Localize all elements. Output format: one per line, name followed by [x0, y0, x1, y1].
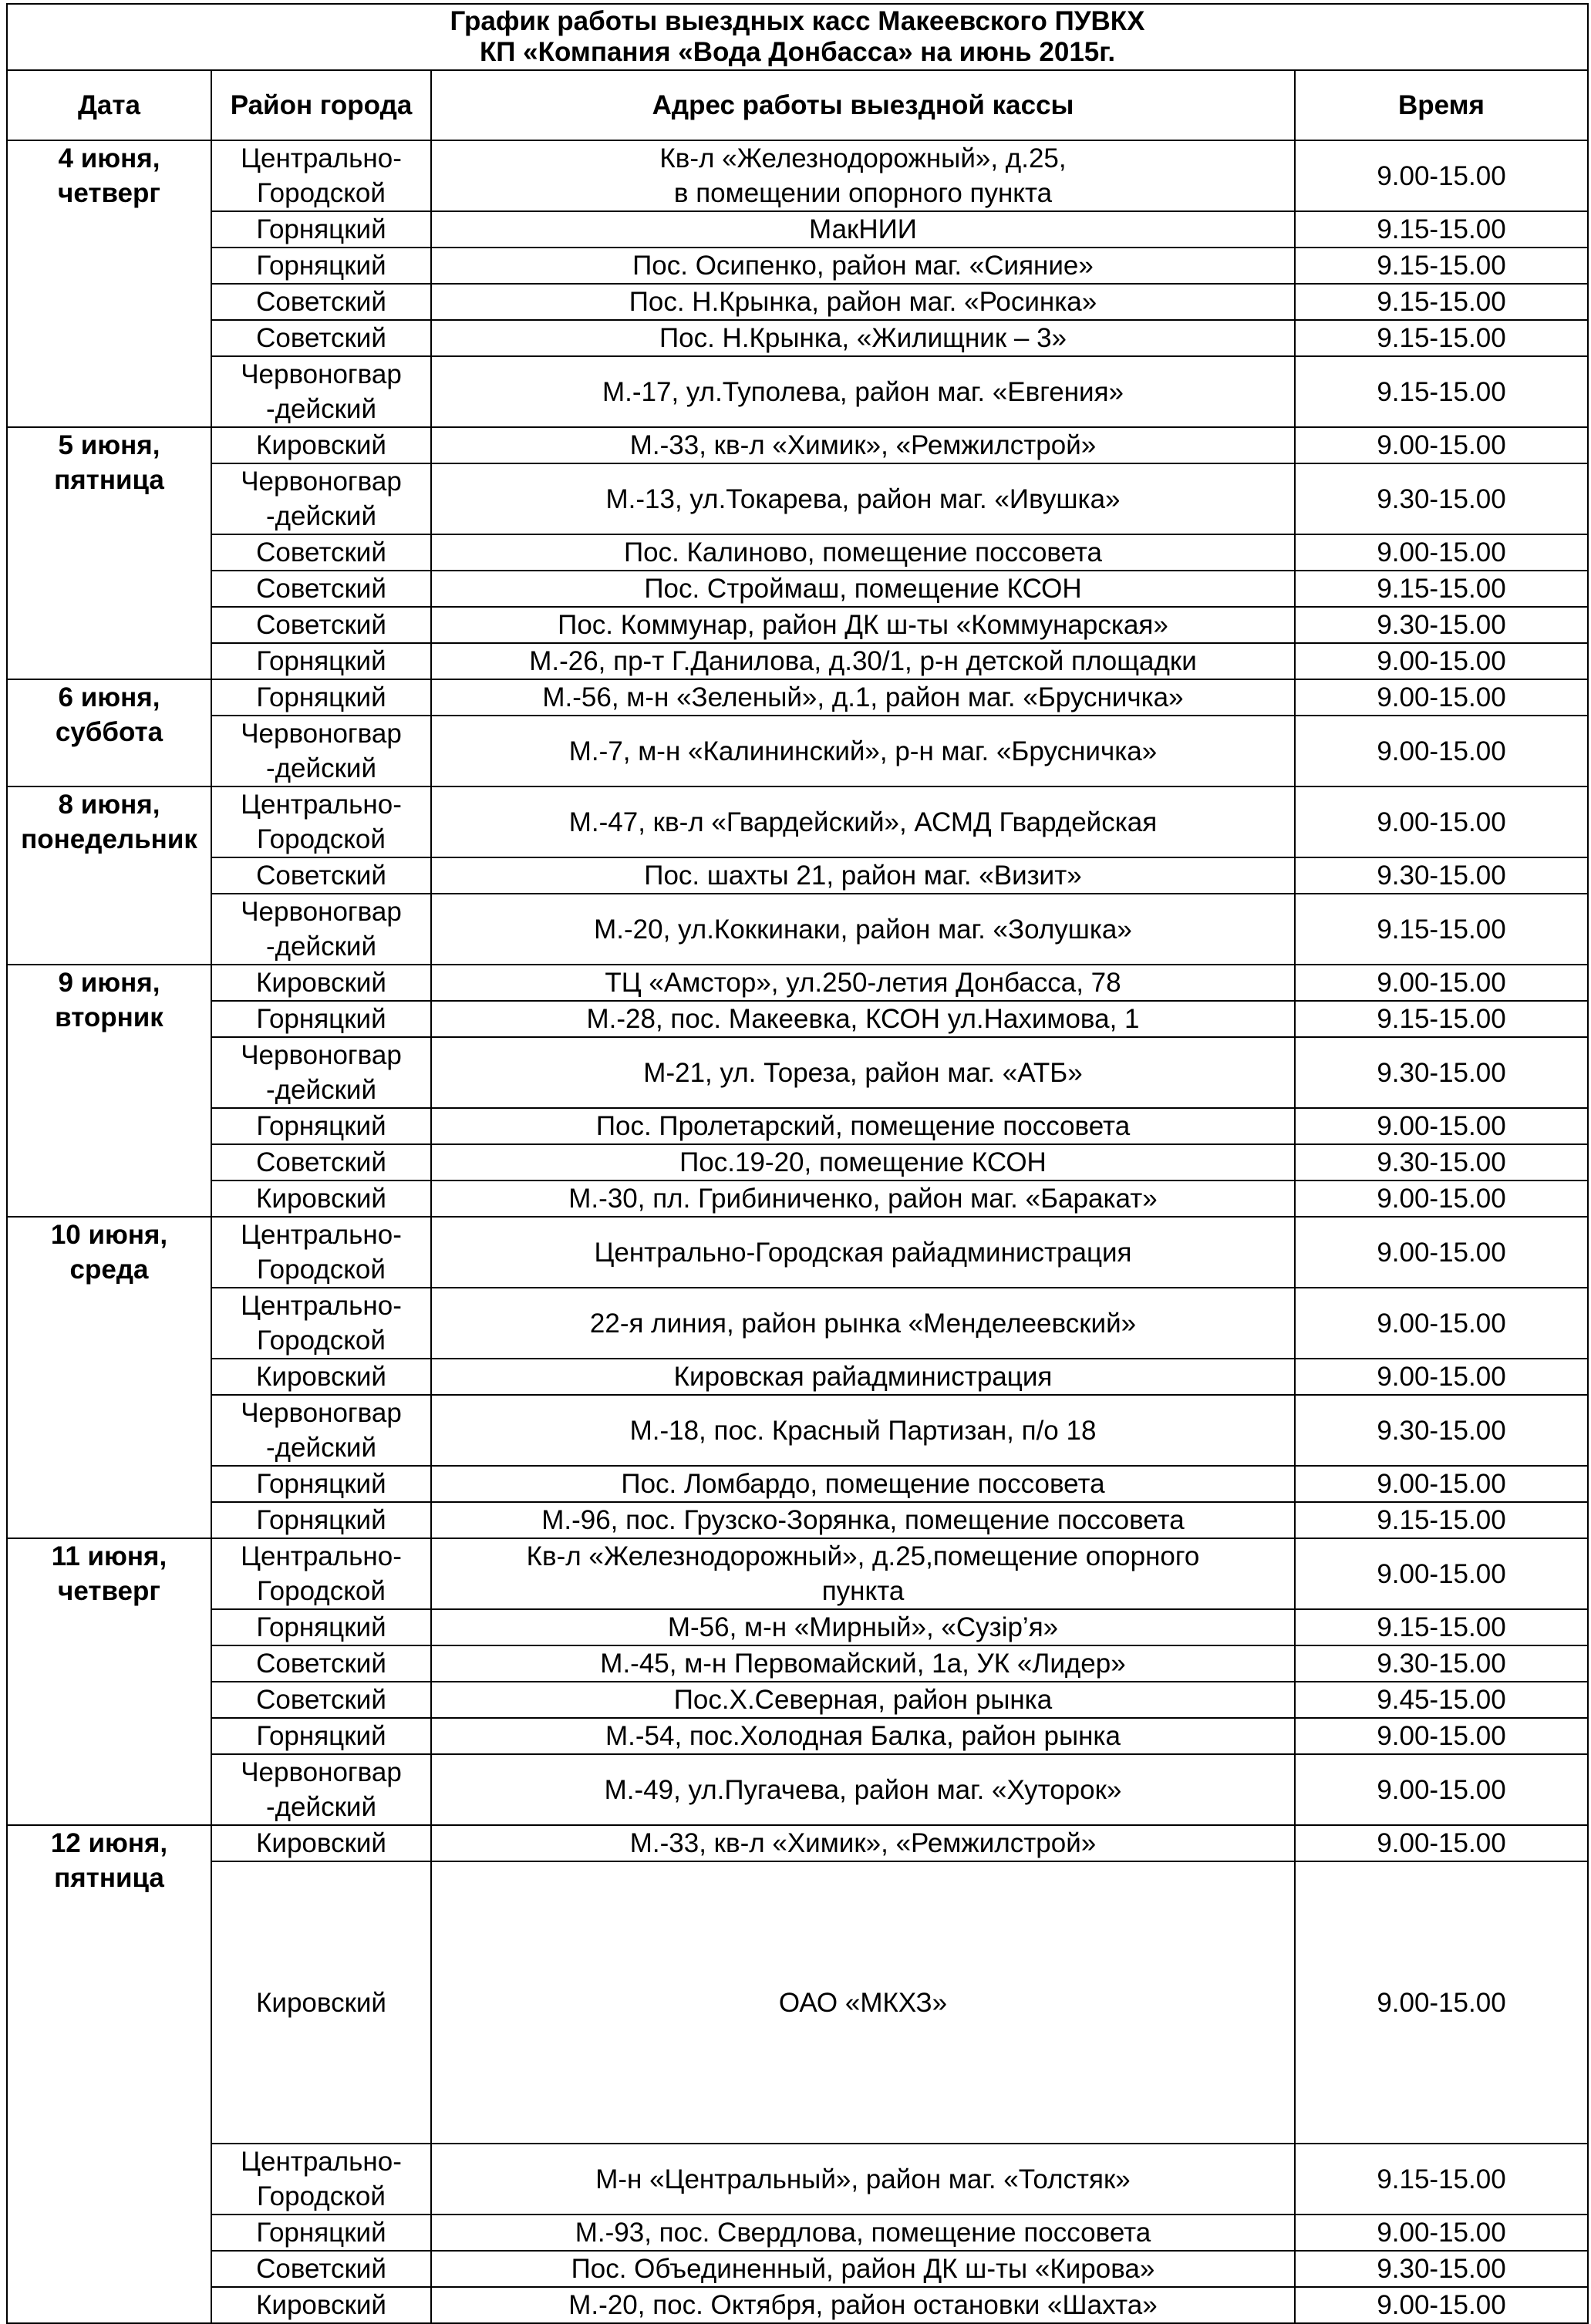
table-row	[7, 211, 1588, 248]
district-cell: Кировский	[211, 2287, 431, 2323]
time-cell: 9.15-15.00	[1295, 248, 1588, 284]
address-cell: Пос.Х.Северная, район рынка	[431, 1682, 1295, 1718]
table-row	[7, 607, 1588, 643]
table-row	[7, 716, 1588, 786]
table-row	[7, 427, 1588, 463]
time-cell: 9.00-15.00	[1295, 2287, 1588, 2323]
header-address: Адрес работы выездной кассы	[431, 70, 1295, 140]
address-cell: Кв-л «Железнодорожный», д.25, в помещении опорного пункта	[431, 140, 1295, 211]
time-cell: 9.00-15.00	[1295, 1181, 1588, 1217]
time-cell: 9.00-15.00	[1295, 1718, 1588, 1754]
time-cell: 9.00-15.00	[1295, 2215, 1588, 2251]
district-cell: Червоногвар -дейский	[211, 1754, 431, 1825]
time-cell: 9.45-15.00	[1295, 1682, 1588, 1718]
address-cell: Пос. Н.Крынка, район маг. «Росинка»	[431, 284, 1295, 320]
table-title	[7, 4, 1588, 70]
address-cell: Пос.19-20, помещение КСОН	[431, 1144, 1295, 1181]
address-cell: 22-я линия, район рынка «Менделеевский»	[431, 1288, 1295, 1359]
date-cell: 5 июня, пятница	[7, 427, 211, 679]
address-cell: М.-7, м-н «Калининский», р-н маг. «Брусничка»	[431, 716, 1295, 786]
district-cell: Кировский	[211, 427, 431, 463]
time-cell: 9.00-15.00	[1295, 140, 1588, 211]
time-cell: 9.15-15.00	[1295, 211, 1588, 248]
address-cell: Пос. Н.Крынка, «Жилищник – 3»	[431, 320, 1295, 356]
district-cell: Кировский	[211, 1861, 431, 2144]
time-cell: 9.00-15.00	[1295, 1466, 1588, 1502]
time-cell: 9.30-15.00	[1295, 2251, 1588, 2287]
district-cell: Кировский	[211, 1825, 431, 1861]
table-row	[7, 2251, 1588, 2287]
table-row	[7, 463, 1588, 534]
table-row	[7, 248, 1588, 284]
address-cell: М.-47, кв-л «Гвардейский», АСМД Гвардейская	[431, 786, 1295, 857]
district-cell: Кировский	[211, 965, 431, 1001]
table-row	[7, 1718, 1588, 1754]
table-row	[7, 1754, 1588, 1825]
address-cell: Пос. Ломбардо, помещение поссовета	[431, 1466, 1295, 1502]
time-cell: 9.15-15.00	[1295, 2144, 1588, 2215]
header-time: Время	[1295, 70, 1588, 140]
district-cell: Горняцкий	[211, 1502, 431, 1538]
time-cell: 9.00-15.00	[1295, 786, 1588, 857]
table-row	[7, 1181, 1588, 1217]
table-row	[7, 2215, 1588, 2251]
address-cell: М.-49, ул.Пугачева, район маг. «Хуторок»	[431, 1754, 1295, 1825]
district-cell: Горняцкий	[211, 1108, 431, 1144]
date-cell: 11 июня, четверг	[7, 1538, 211, 1825]
district-cell: Советский	[211, 1144, 431, 1181]
header-district: Район города	[211, 70, 431, 140]
address-cell: ОАО «МКХЗ»	[431, 1861, 1295, 2144]
time-cell: 9.30-15.00	[1295, 607, 1588, 643]
address-cell: М.-33, кв-л «Химик», «Ремжилстрой»	[431, 427, 1295, 463]
time-cell: 9.15-15.00	[1295, 571, 1588, 607]
time-cell: 9.00-15.00	[1295, 427, 1588, 463]
time-cell: 9.15-15.00	[1295, 320, 1588, 356]
district-cell: Центрально- Городской	[211, 786, 431, 857]
title-line-1: График работы выездных касс Макеевского ПУВКХ	[450, 6, 1145, 36]
district-cell: Горняцкий	[211, 1718, 431, 1754]
title-row	[7, 4, 1588, 70]
date-cell: 4 июня, четверг	[7, 140, 211, 427]
table-row	[7, 1682, 1588, 1718]
time-cell: 9.00-15.00	[1295, 716, 1588, 786]
district-cell: Советский	[211, 284, 431, 320]
time-cell: 9.00-15.00	[1295, 1538, 1588, 1609]
district-cell: Советский	[211, 571, 431, 607]
time-cell: 9.15-15.00	[1295, 1001, 1588, 1037]
address-cell: Пос. Коммунар, район ДК ш-ты «Коммунарская»	[431, 607, 1295, 643]
district-cell: Центрально- Городской	[211, 1217, 431, 1288]
table-row	[7, 1645, 1588, 1682]
table-row	[7, 1037, 1588, 1108]
time-cell: 9.00-15.00	[1295, 534, 1588, 571]
district-cell: Червоногвар -дейский	[211, 1395, 431, 1466]
time-cell: 9.15-15.00	[1295, 1609, 1588, 1645]
table-row	[7, 284, 1588, 320]
table-row	[7, 965, 1588, 1001]
table-row	[7, 571, 1588, 607]
address-cell: М.-13, ул.Токарева, район маг. «Ивушка»	[431, 463, 1295, 534]
address-cell: М.-20, пос. Октября, район остановки «Шахта»	[431, 2287, 1295, 2323]
address-cell: М-н «Центральный», район маг. «Толстяк»	[431, 2144, 1295, 2215]
table-row	[7, 1609, 1588, 1645]
time-cell: 9.30-15.00	[1295, 1645, 1588, 1682]
table-row	[7, 356, 1588, 427]
table-row	[7, 1825, 1588, 1861]
table-row	[7, 643, 1588, 679]
district-cell: Горняцкий	[211, 679, 431, 716]
table-row	[7, 786, 1588, 857]
address-cell: М.-54, пос.Холодная Балка, район рынка	[431, 1718, 1295, 1754]
address-cell: М.-56, м-н «Зеленый», д.1, район маг. «Брусничка»	[431, 679, 1295, 716]
address-cell: Пос. Строймаш, помещение КСОН	[431, 571, 1295, 607]
table-row	[7, 1502, 1588, 1538]
address-cell: М.-33, кв-л «Химик», «Ремжилстрой»	[431, 1825, 1295, 1861]
table-row	[7, 534, 1588, 571]
header-row	[7, 70, 1588, 140]
date-cell: 8 июня, понедельник	[7, 786, 211, 965]
district-cell: Горняцкий	[211, 1609, 431, 1645]
district-cell: Горняцкий	[211, 1001, 431, 1037]
table-row	[7, 320, 1588, 356]
district-cell: Горняцкий	[211, 211, 431, 248]
address-cell: Центрально-Городская райадминистрация	[431, 1217, 1295, 1288]
district-cell: Советский	[211, 320, 431, 356]
time-cell: 9.00-15.00	[1295, 965, 1588, 1001]
district-cell: Советский	[211, 1682, 431, 1718]
district-cell: Центрально- Городской	[211, 1538, 431, 1609]
time-cell: 9.30-15.00	[1295, 1144, 1588, 1181]
address-cell: М-56, м-н «Мирный», «Сузір’я»	[431, 1609, 1295, 1645]
table-row	[7, 2287, 1588, 2323]
district-cell: Кировский	[211, 1359, 431, 1395]
district-cell: Советский	[211, 1645, 431, 1682]
time-cell: 9.30-15.00	[1295, 857, 1588, 894]
table-row	[7, 1288, 1588, 1359]
address-cell: Пос. Калиново, помещение поссовета	[431, 534, 1295, 571]
district-cell: Советский	[211, 857, 431, 894]
address-cell: ТЦ «Амстор», ул.250-летия Донбасса, 78	[431, 965, 1295, 1001]
time-cell: 9.00-15.00	[1295, 679, 1588, 716]
district-cell: Горняцкий	[211, 1466, 431, 1502]
date-cell: 12 июня, пятница	[7, 1825, 211, 2323]
title-line-2: КП «Компания «Вода Донбасса» на июнь 2015г.	[479, 37, 1116, 67]
table-row	[7, 1108, 1588, 1144]
table-row	[7, 894, 1588, 965]
table-row	[7, 1217, 1588, 1288]
district-cell: Советский	[211, 607, 431, 643]
table-row	[7, 857, 1588, 894]
address-cell: М.-17, ул.Туполева, район маг. «Евгения»	[431, 356, 1295, 427]
address-cell: М.-30, пл. Грибиниченко, район маг. «Баракат»	[431, 1181, 1295, 1217]
address-cell: Пос. Осипенко, район маг. «Сияние»	[431, 248, 1295, 284]
time-cell: 9.30-15.00	[1295, 1037, 1588, 1108]
address-cell: М.-28, пос. Макеевка, КСОН ул.Нахимова, 1	[431, 1001, 1295, 1037]
district-cell: Центрально- Городской	[211, 140, 431, 211]
address-cell: МакНИИ	[431, 211, 1295, 248]
time-cell: 9.00-15.00	[1295, 643, 1588, 679]
time-cell: 9.30-15.00	[1295, 463, 1588, 534]
address-cell: Кв-л «Железнодорожный», д.25,помещение опорного пункта	[431, 1538, 1295, 1609]
time-cell: 9.15-15.00	[1295, 356, 1588, 427]
table-row	[7, 1144, 1588, 1181]
district-cell: Центрально- Городской	[211, 2144, 431, 2215]
address-cell: М.-18, пос. Красный Партизан, п/о 18	[431, 1395, 1295, 1466]
time-cell: 9.00-15.00	[1295, 1861, 1588, 2144]
table-row	[7, 1359, 1588, 1395]
table-row	[7, 1395, 1588, 1466]
district-cell: Центрально- Городской	[211, 1288, 431, 1359]
address-cell: Пос. Объединенный, район ДК ш-ты «Кирова»	[431, 2251, 1295, 2287]
district-cell: Червоногвар -дейский	[211, 894, 431, 965]
table-row	[7, 1538, 1588, 1609]
time-cell: 9.15-15.00	[1295, 1502, 1588, 1538]
address-cell: Пос. Пролетарский, помещение поссовета	[431, 1108, 1295, 1144]
district-cell: Кировский	[211, 1181, 431, 1217]
address-cell: М.-96, пос. Грузско-Зорянка, помещение поссовета	[431, 1502, 1295, 1538]
address-cell: М-21, ул. Тореза, район маг. «АТБ»	[431, 1037, 1295, 1108]
date-cell: 9 июня, вторник	[7, 965, 211, 1217]
address-cell: М.-45, м-н Первомайский, 1а, УК «Лидер»	[431, 1645, 1295, 1682]
address-cell: Пос. шахты 21, район маг. «Визит»	[431, 857, 1295, 894]
time-cell: 9.00-15.00	[1295, 1288, 1588, 1359]
district-cell: Горняцкий	[211, 643, 431, 679]
time-cell: 9.15-15.00	[1295, 894, 1588, 965]
header-date: Дата	[7, 70, 211, 140]
address-cell: Кировская райадминистрация	[431, 1359, 1295, 1395]
time-cell: 9.00-15.00	[1295, 1359, 1588, 1395]
address-cell: М.-26, пр-т Г.Данилова, д.30/1, р-н детской площадки	[431, 643, 1295, 679]
date-cell: 10 июня, среда	[7, 1217, 211, 1538]
district-cell: Червоногвар -дейский	[211, 463, 431, 534]
table-row	[7, 1861, 1588, 2144]
district-cell: Советский	[211, 2251, 431, 2287]
time-cell: 9.30-15.00	[1295, 1395, 1588, 1466]
table-row	[7, 2144, 1588, 2215]
table-row	[7, 679, 1588, 716]
district-cell: Червоногвар -дейский	[211, 716, 431, 786]
time-cell: 9.00-15.00	[1295, 1217, 1588, 1288]
table-row	[7, 1466, 1588, 1502]
time-cell: 9.00-15.00	[1295, 1754, 1588, 1825]
date-cell: 6 июня, суббота	[7, 679, 211, 786]
schedule-table	[6, 3, 1589, 2324]
address-cell: М.-93, пос. Свердлова, помещение поссовета	[431, 2215, 1295, 2251]
table-row	[7, 140, 1588, 211]
time-cell: 9.00-15.00	[1295, 1108, 1588, 1144]
district-cell: Горняцкий	[211, 2215, 431, 2251]
district-cell: Червоногвар -дейский	[211, 356, 431, 427]
table-row	[7, 1001, 1588, 1037]
district-cell: Червоногвар -дейский	[211, 1037, 431, 1108]
address-cell: М.-20, ул.Коккинаки, район маг. «Золушка»	[431, 894, 1295, 965]
time-cell: 9.00-15.00	[1295, 1825, 1588, 1861]
time-cell: 9.15-15.00	[1295, 284, 1588, 320]
district-cell: Горняцкий	[211, 248, 431, 284]
district-cell: Советский	[211, 534, 431, 571]
